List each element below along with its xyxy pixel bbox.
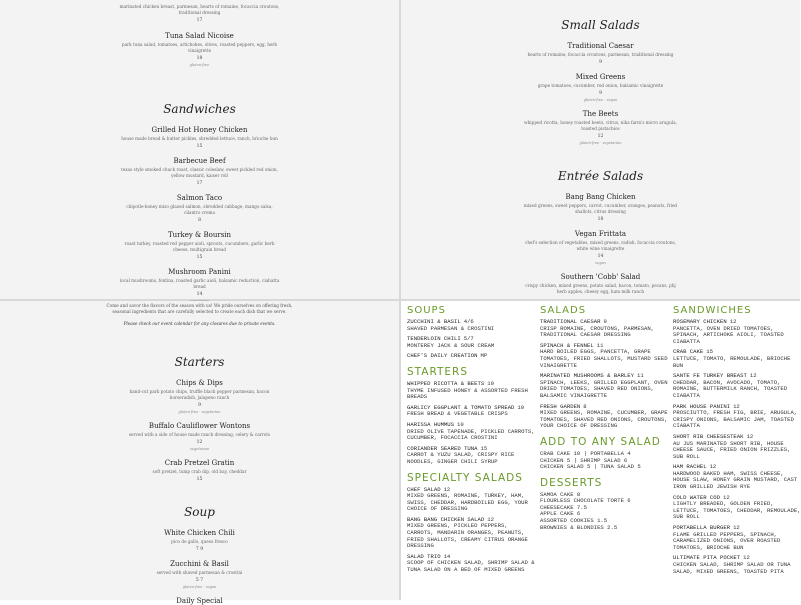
item-desc: MONTEREY JACK & SOUR CREAM <box>407 341 495 349</box>
menu-item <box>407 381 535 401</box>
item-name: ZUCCHINI & BASIL <box>407 318 461 325</box>
menu-item <box>401 273 800 295</box>
menu-item <box>673 464 801 490</box>
menu-item <box>540 404 668 430</box>
item-desc: chef's selection of vegetables, mixed greens, radish, focaccia croutons, white wine vinaigrette <box>524 240 676 251</box>
item-price: 14 <box>196 292 203 297</box>
item-price: 14 <box>597 254 604 259</box>
sandwiches-section <box>0 88 399 303</box>
item-price: 18 <box>196 56 203 61</box>
item-price: 15 <box>196 255 203 260</box>
menu-panel-bottom-right <box>401 301 800 600</box>
item-price: 8 <box>583 402 587 410</box>
item-name: TRADITIONAL CAESAR <box>540 318 601 325</box>
item-name: PORTABELLA BURGER <box>673 524 731 532</box>
item-name: Traditional Caesar <box>567 42 634 50</box>
item-name: CHEF SALAD <box>407 485 441 493</box>
menu-item <box>401 73 800 102</box>
item-name: Bang Bang Chicken <box>565 193 636 201</box>
menu-item <box>401 42 800 65</box>
item-price: 12 <box>729 318 737 325</box>
section-heading: DESSERTS <box>540 476 603 489</box>
item-price: 10 <box>457 420 464 428</box>
item-tag: vegan <box>595 261 606 265</box>
item-name: Buffalo Cauliflower Wontons <box>148 422 251 430</box>
item-desc: LIGHTLY BREADED, GOLDEN FRIED, LETTUCE, TOMATOES, CHEDDAR, REMOULADE, SUB ROLL <box>673 500 801 521</box>
section-heading: Entrée Salads <box>557 169 644 183</box>
item-desc: HARD BOILED EGGS, PANCETTA, GRAPE TOMATOES, FRIED SHALLOTS, MUSTARD SEED VINAIGRETTE <box>540 348 668 369</box>
menu-item <box>0 597 399 605</box>
item-price: 12 <box>487 515 494 523</box>
item-tag: gluten-free · vegetarian <box>178 410 221 414</box>
item-desc: AU JUS MARINATED SHORT RIB, HOUSE CHEESE SAUCE, FRIED ONION FRIZZLES, SUB ROLL <box>673 439 791 460</box>
menu-item <box>407 319 535 332</box>
item-name: Vegan Frittata <box>574 230 627 238</box>
menu-item <box>673 404 801 430</box>
item-desc: MIXED GREENS, ROMAINE, TURKEY, HAM, SWISS, CHEDDAR, HARDBOILED EGG, YOUR CHOICE OF DRESSING <box>407 492 528 513</box>
menu-item <box>407 517 535 550</box>
dessert-item: ASSORTED COOKIES 1.5 <box>540 517 608 525</box>
item-desc: marinated chicken breast, parmesan, hearts of romaine, focaccia croutons, traditional dressing <box>119 4 280 15</box>
item-price: 4/6 <box>463 318 474 325</box>
menu-item <box>401 230 800 265</box>
dessert-item: CHEESECAKE 7.5 <box>540 503 587 511</box>
item-name: Mushroom Panini <box>168 268 231 276</box>
item-desc: CARROT & YUZU SALAD, CRISPY RICE NOODLES, GINGER CHILI SYRUP <box>407 451 515 465</box>
menu-item <box>673 555 801 575</box>
column-soups-starters <box>407 305 535 578</box>
item-desc: HARDWOOD BAKED HAM, SWISS CHEESE, HOUSE SLAW, HONEY GRAIN MUSTARD, CAST IRON GRILLED JEWISH RYE <box>673 469 798 491</box>
item-desc: PROSCIUTTO, FRESH FIG, BRIE, ARUGULA, CRISPY ONIONS, BALSAMIC JAM, TOASTED CIABATTA <box>673 409 798 430</box>
section-heading: Sandwiches <box>163 102 236 116</box>
item-desc: DRIED OLIVE TAPENADE, PICKLED CARROTS, CUCUMBER, FOCACCIA CROSTINI <box>407 427 535 442</box>
item-name: Mixed Greens <box>575 73 626 81</box>
item-desc: LETTUCE, TOMATO, REMOULADE, BRIOCHE BUN <box>673 354 791 369</box>
item-price: 10 <box>517 403 525 411</box>
item-name: PARK HOUSE PANINI <box>673 402 731 410</box>
item-tag: gluten-free · vegan <box>583 98 618 102</box>
item-desc: chipotle-honey miso glazed salmon, shredded cabbage, mango salsa, cilantro crema <box>126 204 273 215</box>
dessert-item: SAMOA CAKE 8 <box>540 490 581 498</box>
item-price: 12 <box>749 372 757 380</box>
section-heading: SANDWICHES <box>673 305 752 316</box>
item-name: COLD WATER COD <box>673 493 720 501</box>
item-desc: CRISP ROMAINE, CROUTONS, PARMESAN, TRADITIONAL CAESAR DRESSING <box>540 324 655 339</box>
item-name: BANG BANG CHICKEN SALAD <box>407 515 485 523</box>
item-price: 9 <box>603 318 607 325</box>
item-desc: CHEDDAR, BACON, AVOCADO, TOMATO, ROMAINE, BUTTERMILK RANCH, TOASTED CIABATTA <box>673 378 788 399</box>
item-desc: SHAVED PARMESAN & CROSTINI <box>407 324 495 332</box>
item-desc: MIXED GREENS, ROMAINE, CUCUMBER, GRAPE TOMATOES, SHAVED RED ONIONS, CROUTONS, YOUR CHOICE OF DRESSING <box>540 409 668 430</box>
column-sandwiches <box>673 305 801 579</box>
item-desc: hearts of romaine, focaccia croutons, parmesan, traditional dressing <box>527 52 674 57</box>
menu-item <box>673 495 801 521</box>
menu-panel-top-left <box>0 0 399 299</box>
intro-text: Come and savor the flavors of the season with us! We pride ourselves on offering fresh, seasonal ingredients that are carefully selected to create each dish that we serve. <box>106 303 293 314</box>
item-desc: served with shaved parmesan & crostini <box>156 570 243 575</box>
item-desc: pico de gallo, queso fresco <box>171 539 228 544</box>
item-price: 15 <box>706 348 713 356</box>
menu-item <box>401 193 800 222</box>
menu-item <box>407 422 535 442</box>
item-price: 9 <box>599 91 602 96</box>
item-name: SANTE FE TURKEY BREAST <box>673 372 747 380</box>
item-name: Southern 'Cobb' Salad <box>560 273 641 281</box>
add-on-line: CHICKEN SALAD 5 | TUNA SALAD 5 <box>540 463 641 471</box>
section-heading: Soup <box>184 505 215 519</box>
item-name: WHIPPED RICOTTA & BEETS <box>407 379 485 387</box>
item-desc: crispy chicken, mixed greens, potato salad, bacon, tomato, pecans, pbj herb apples, cheesy egg, ham milk ranch <box>525 283 676 294</box>
item-price: 12 <box>196 440 203 445</box>
item-name: HARISSA HUMMUS <box>407 420 454 428</box>
menu-item <box>407 405 535 418</box>
menu-panel-top-right <box>401 0 800 299</box>
menu-item <box>0 379 399 414</box>
soup-section <box>0 491 399 605</box>
item-price: 12 <box>746 432 754 440</box>
item-desc: grape tomatoes, cucumber, red onion, balsamic vinaigrette <box>537 83 664 88</box>
menu-item <box>407 487 535 513</box>
item-price: 5/7 <box>463 335 474 343</box>
closures-note[interactable]: Please check our event calendar for any closures due to private events. <box>123 321 276 326</box>
add-on-line: CHICKEN 5 | SHRIMP SALAD 6 <box>540 456 628 464</box>
menu-item <box>0 560 399 589</box>
menu-item <box>0 459 399 482</box>
menu-item <box>407 353 535 360</box>
item-name: MARINATED MUSHROOMS & BARLEY <box>540 372 634 380</box>
intro-block <box>0 303 399 326</box>
item-name: HAM RACHEL <box>673 463 707 471</box>
item-price: MP <box>480 352 488 360</box>
item-desc: hand-cut park potato chips, truffle black pepper parmesan, bacon horseradish, jalapeno ranch <box>129 389 270 400</box>
menu-item <box>0 126 399 149</box>
dessert-item: FLOURLESS CHOCOLATE TORTE 6 <box>540 497 631 505</box>
item-name: CORIANDER SEARED TUNA <box>407 444 478 452</box>
item-desc: PANCETTA, OVEN DRIED TOMATOES, SPINACH, ARTICHOKE AIOLI, TOASTED CIABATTA <box>673 324 784 345</box>
item-price: 9 <box>198 403 201 408</box>
item-price: 12 <box>733 524 740 532</box>
menu-item <box>673 525 801 551</box>
section-heading: STARTERS <box>407 365 468 378</box>
item-name: Salmon Taco <box>176 194 223 202</box>
item-price: 11 <box>596 341 604 349</box>
item-name: ULTIMATE PITA POCKET <box>673 554 741 562</box>
item-desc: local mushrooms, fontina, roasted garlic aioli, balsamic reduction, ciabatta bread <box>119 278 280 289</box>
item-desc: SCOOP OF CHICKEN SALAD, SHRIMP SALAD & TUNA SALAD ON A BED OF MIXED GREENS <box>407 559 535 574</box>
item-price: 5 7 <box>195 578 204 583</box>
item-name: Barbecue Beef <box>173 157 226 165</box>
menu-item <box>0 157 399 186</box>
item-desc: roast turkey, roasted red pepper aioli, sprouts, cucumbers, garlic herb cheese, multigrain bread <box>124 241 275 252</box>
item-name: SPINACH & FENNEL <box>540 341 594 349</box>
item-price: 15 <box>480 444 488 452</box>
item-price: 12 <box>597 134 604 139</box>
item-tag: gluten-free · vegetarian <box>579 141 622 145</box>
item-desc: THYME INFUSED HONEY & ASSORTED FRESH BREADS <box>407 386 528 401</box>
item-price: 12 <box>709 463 717 471</box>
item-price: 15 <box>196 144 203 149</box>
item-name: CHEF'S DAILY CREATION <box>407 352 478 360</box>
item-price: 12 <box>743 554 750 562</box>
item-desc: SPINACH, LEEKS, GRILLED EGGPLANT, OVEN DRIED TOMATOES, SHAVED RED ONIONS, BALSAMIC VINAIGRETTE <box>540 378 668 399</box>
menu-item <box>673 319 801 345</box>
menu-item <box>673 434 801 460</box>
item-price: 12 <box>443 485 451 493</box>
menu-item <box>407 446 535 466</box>
menu-item <box>401 110 800 145</box>
item-name: CRAB CAKE <box>673 348 704 356</box>
item-price: 7 9 <box>195 547 204 552</box>
menu-item <box>407 336 535 349</box>
item-price: 14 <box>443 552 451 560</box>
item-name: ROSEMARY CHICKEN <box>673 318 727 325</box>
item-desc: house made bread & butter pickles, shredded lettuce, ranch, brioche bun <box>121 136 278 141</box>
item-name: Grilled Hot Honey Chicken <box>151 126 248 134</box>
item-name: Crab Pretzel Gratin <box>164 459 235 467</box>
item-desc: MIXED GREENS, PICKLED PEPPERS, CARROTS, MANDARIN ORANGES, PEANUTS, FRIED SHALLOTS, CREAMY CITRUS ORANGE DRESSING <box>407 522 528 550</box>
item-tag: gluten-free · vegan <box>182 585 217 589</box>
items-top-block <box>0 2 399 67</box>
item-price: 12 <box>733 402 740 410</box>
starters-section <box>0 341 399 482</box>
item-price: 9 <box>599 60 602 65</box>
item-price: 17 <box>196 181 203 186</box>
item-name: White Chicken Chili <box>164 529 235 537</box>
item-desc: FLAME GRILLED PEPPERS, SPINACH, CARAMELIZED ONIONS, OVER ROASTED TOMATOES, BRIOCHE BUN <box>673 530 781 551</box>
item-desc: soft pretzel, lump crab dip, old bay, cheddar <box>152 469 247 474</box>
item-name: SHORT RIB CHEESESTEAK <box>673 432 744 440</box>
small-salads-section <box>401 4 800 145</box>
item-price: 10 <box>487 379 494 387</box>
section-heading: SALADS <box>540 305 587 316</box>
item-price: 12 <box>723 493 730 501</box>
menu-item <box>540 373 668 399</box>
item-price: 15 <box>196 477 203 482</box>
column-salads-desserts <box>540 305 668 531</box>
section-heading: ADD TO ANY SALAD <box>540 435 661 448</box>
item-name: Tuna Salad Nicoise <box>165 32 234 40</box>
entree-salads-section <box>401 155 800 295</box>
dessert-item: BROWNIES & BLONDIES 2.5 <box>540 523 618 531</box>
item-desc: park tuna salad, tomatoes, artichokes, olives, roasted peppers, egg, herb vinaigrette <box>121 42 278 53</box>
menu-item <box>0 268 399 303</box>
section-heading: Starters <box>174 355 225 369</box>
item-price: 11 <box>637 372 644 380</box>
item-price: 18 <box>597 217 604 222</box>
item-desc: FRESH BREAD & VEGETABLE CRISPS <box>407 410 508 418</box>
item-tag: gluten-free <box>189 63 210 67</box>
menu-item <box>540 343 668 369</box>
menu-panel-bottom-left <box>0 301 399 605</box>
item-name: Turkey & Boursin <box>167 231 232 239</box>
menu-item <box>673 373 801 399</box>
section-heading: Small Salads <box>561 18 640 32</box>
item-name: Zucchini & Basil <box>170 560 229 568</box>
item-tag: vegetarian <box>190 447 209 451</box>
add-on-line: CRAB CAKE 10 | PORTABELLA 4 <box>540 449 631 457</box>
item-name: FRESH GARDEN <box>540 402 581 410</box>
item-desc: served with a side of house made ranch dressing, celery & carrots <box>128 432 271 437</box>
menu-item <box>0 194 399 223</box>
menu-item <box>407 554 535 574</box>
item-desc: CHICKEN SALAD, SHRIMP SALAD OR TUNA SALAD, MIXED GREENS, TOASTED PITA <box>673 561 791 575</box>
item-name: SALAD TRIO <box>407 552 441 560</box>
menu-item <box>0 529 399 552</box>
item-price: 8 <box>198 218 201 223</box>
item-desc: whipped ricotta, honey roasted beets, citrus, nika farm's micro arugula, toasted pistachios <box>524 120 677 131</box>
item-desc: mixed greens, sweet peppers, carrot, cucumber, oranges, peanuts, fried shallots, citrus dressing <box>523 203 678 214</box>
item-name: TENDERLOIN CHILI <box>407 335 461 343</box>
dessert-item: APPLE CAKE 6 <box>540 510 581 518</box>
item-name: The Beets <box>582 110 619 118</box>
menu-item <box>540 319 668 339</box>
item-name: Chips & Dips <box>176 379 223 387</box>
section-heading: SPECIALTY SALADS <box>407 471 523 484</box>
item-price: 17 <box>196 18 203 23</box>
item-desc: texas style smoked chuck roast, classic coleslaw, sweet pickled red onion, yellow mustard, kaiser roll <box>121 167 278 178</box>
menu-item <box>673 349 801 369</box>
menu-item <box>0 422 399 451</box>
item-name: GARLICY EGGPLANT & TOMATO SPREAD <box>407 403 515 411</box>
item-name: Daily Special <box>176 597 223 605</box>
menu-item <box>0 231 399 260</box>
section-heading: SOUPS <box>407 305 446 316</box>
